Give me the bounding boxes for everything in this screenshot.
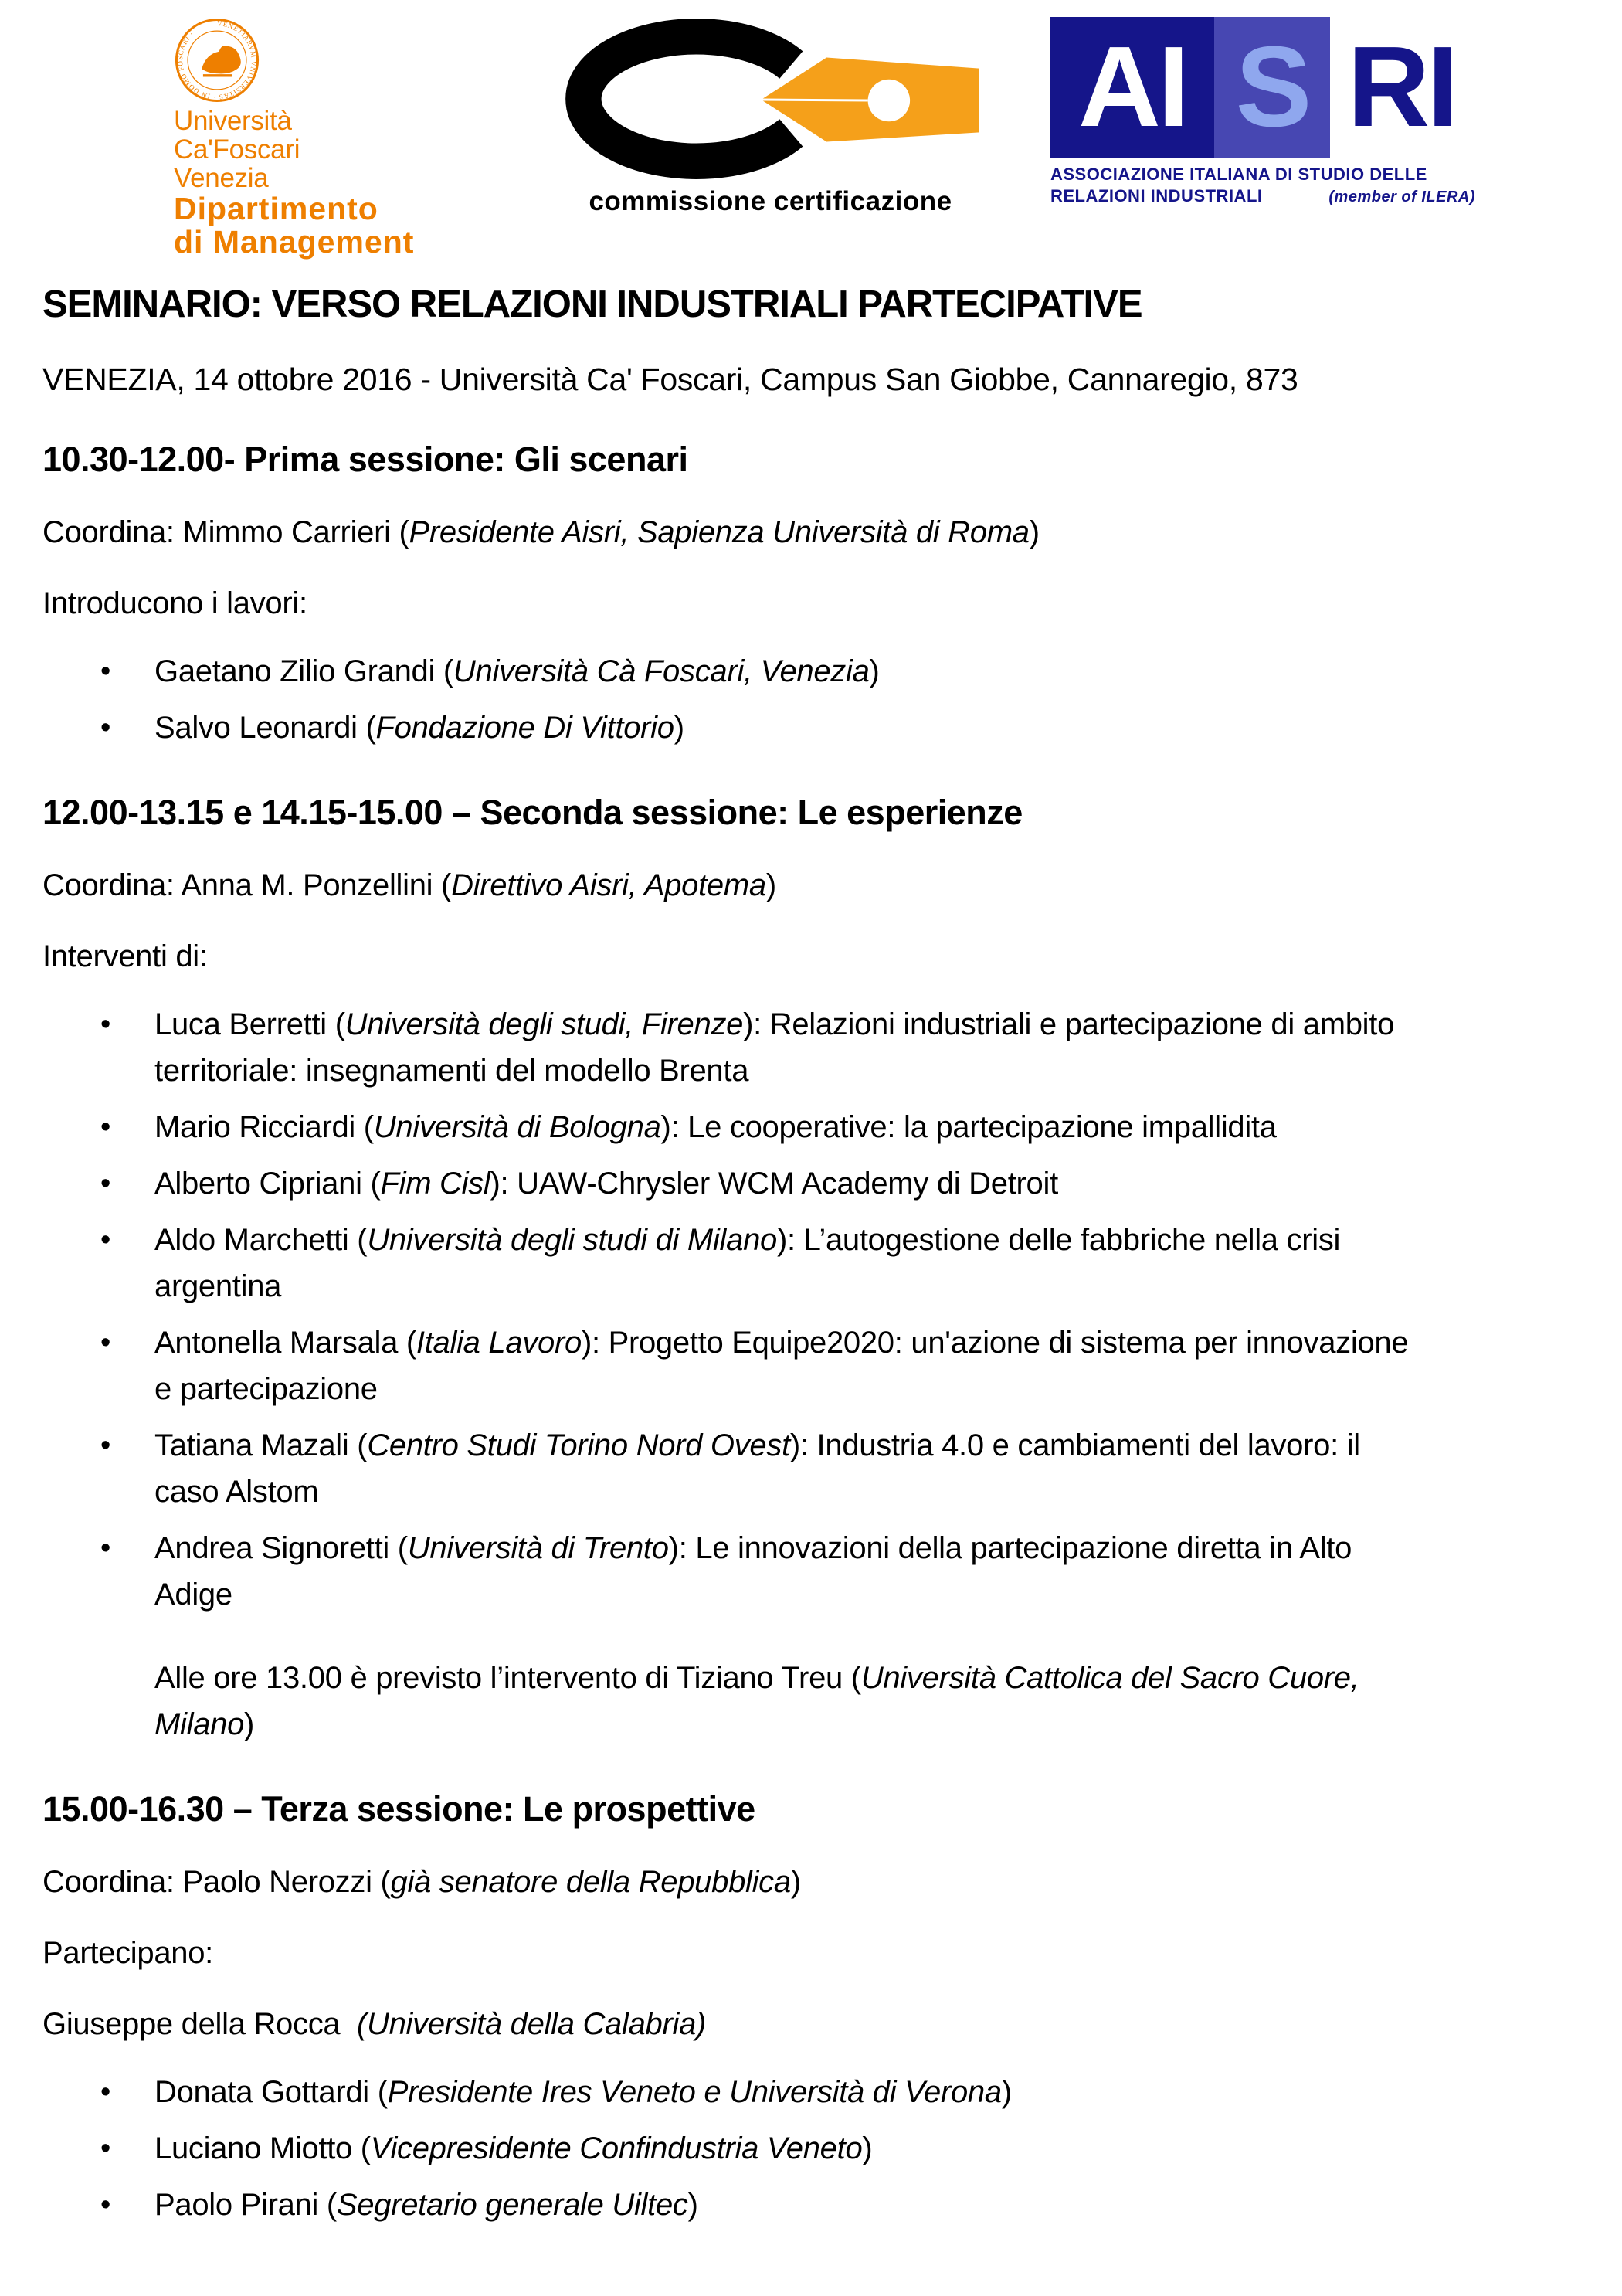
list-item-text	[154, 1160, 1058, 1207]
list-item	[100, 1001, 1580, 1094]
text-segment: Salvo Leonardi (	[154, 711, 376, 745]
cafoscari-logo	[174, 17, 506, 259]
speaker-list	[42, 1001, 1580, 1618]
sections	[42, 440, 1580, 2228]
pen-nib-c-icon	[552, 17, 989, 181]
text-segment: Giuseppe della Rocca	[42, 2007, 357, 2041]
text-segment-italic: Università Cà Foscari, Venezia	[453, 654, 870, 688]
bullet-icon: •	[100, 1429, 111, 1462]
text-segment-italic: Segretario generale Uiltec	[336, 2188, 688, 2222]
text-segment: Coordina: Anna M. Ponzellini (	[42, 868, 452, 902]
bullet-icon: •	[100, 1111, 111, 1143]
list-item-text	[154, 1422, 1429, 1515]
aisri-block-ai: AI	[1050, 17, 1214, 158]
list-item-text	[154, 1001, 1429, 1094]
list-item-text	[154, 1320, 1429, 1412]
aisri-member-note: (member of ILERA)	[1328, 189, 1475, 205]
text-segment: )	[790, 1865, 801, 1899]
bullet-icon: •	[100, 655, 111, 688]
text-segment: Tatiana Mazali (	[154, 1428, 368, 1462]
bullet-icon: •	[100, 1224, 111, 1256]
text-segment: ): UAW-Chrysler WCM Academy di Detroit	[490, 1167, 1058, 1201]
cafoscari-seal-icon	[174, 17, 260, 104]
text-segment: )	[862, 2131, 873, 2165]
subtitle: VENEZIA, 14 ottobre 2016 - Università Ca' Foscari, Campus San Giobbe, Cannaregio, 873	[42, 362, 1298, 397]
session-heading: 12.00-13.15 e 14.15-15.00 – Seconda sessione: Le esperienze	[42, 793, 1023, 832]
text-segment: )	[1029, 515, 1040, 549]
bullet-icon: •	[100, 1532, 111, 1564]
list-item-text	[154, 1525, 1429, 1618]
bullet-icon: •	[100, 2076, 111, 2108]
commissione-caption: commissione certificazione	[589, 186, 952, 216]
intro-label: Interventi di:	[42, 939, 208, 973]
text-segment: )	[244, 1707, 255, 1741]
text-segment: Mario Ricciardi (	[154, 1110, 374, 1144]
aisri-wordmark	[1050, 17, 1475, 158]
list-item	[100, 2069, 1580, 2115]
list-item	[100, 705, 1580, 751]
list-item	[100, 1104, 1580, 1150]
text-segment-italic: Fondazione Di Vittorio	[375, 711, 674, 745]
list-item	[100, 1525, 1580, 1618]
aisri-block-ri: RI	[1330, 17, 1473, 158]
text-segment: ): Le innovazioni della partecipazione diretta in Alto Adige	[154, 1531, 1359, 1612]
text-segment: Aldo Marchetti (	[154, 1223, 368, 1257]
text-segment-italic: già senatore della Repubblica	[390, 1865, 791, 1899]
list-item	[100, 2182, 1580, 2228]
list-item-text	[154, 1217, 1429, 1309]
seal-ring-text: VENETIARVM VNIVERSITAS · IN DOMO FOSCARI ·	[176, 19, 258, 101]
list-item	[100, 648, 1580, 695]
text-segment-italic: Presidente Aisri, Sapienza Università di Roma	[409, 515, 1030, 549]
aisri-caption-line2: RELAZIONI INDUSTRIALI	[1050, 186, 1263, 205]
text-segment-italic: Fim Cisl	[380, 1167, 490, 1201]
text-segment: )	[1001, 2075, 1012, 2109]
header-logos	[42, 17, 1580, 259]
lion-emblem-icon	[202, 46, 241, 76]
coordinator-line	[42, 867, 1580, 904]
text-segment: ): L’autogestione delle fabbriche nella crisi argentina	[154, 1223, 1349, 1303]
text-segment-italic: Vicepresidente Confindustria Veneto	[370, 2131, 863, 2165]
aisri-caption-line1: ASSOCIAZIONE ITALIANA DI STUDIO DELLE	[1050, 165, 1427, 184]
list-item-text	[154, 2182, 698, 2228]
text-segment: ): Relazioni industriali e partecipazione di ambito territoriale: insegnamenti del modello Brenta	[154, 1007, 1403, 1088]
text-segment: ): Le cooperative: la partecipazione impallidita	[660, 1110, 1277, 1144]
list-item-text	[154, 648, 880, 695]
text-segment: Coordina: Mimmo Carrieri (	[42, 515, 409, 549]
aisri-block-s: S	[1214, 17, 1330, 158]
bullet-icon: •	[100, 1167, 111, 1200]
cafoscari-dept-line: di Management	[174, 224, 415, 260]
text-segment: Coordina: Paolo Nerozzi (	[42, 1865, 391, 1899]
aisri-caption	[1050, 164, 1475, 208]
bullet-icon: •	[100, 1008, 111, 1041]
text-segment: Donata Gottardi (	[154, 2075, 388, 2109]
speaker-list	[42, 648, 1580, 751]
list-item	[100, 1160, 1580, 1207]
lead-participant	[42, 2006, 1580, 2043]
text-segment-italic: Presidente Ires Veneto e Università di Verona	[387, 2075, 1002, 2109]
text-segment: Paolo Pirani (	[154, 2188, 337, 2222]
intro-label: Introducono i lavori:	[42, 586, 307, 620]
text-segment: )	[687, 2188, 698, 2222]
list-item-text	[154, 2125, 872, 2172]
session-heading: 10.30-12.00- Prima sessione: Gli scenari	[42, 440, 688, 479]
bullet-icon: •	[100, 2189, 111, 2221]
bullet-icon: •	[100, 2132, 111, 2165]
text-segment: Antonella Marsala (	[154, 1326, 416, 1360]
bullet-icon: •	[100, 1326, 111, 1359]
page-title: SEMINARIO: VERSO RELAZIONI INDUSTRIALI PARTECIPATIVE	[42, 284, 1142, 325]
list-item-text	[154, 1104, 1277, 1150]
list-item	[100, 2125, 1580, 2172]
text-segment: Alle ore 13.00 è previsto l’intervento di Tiziano Treu (	[154, 1661, 861, 1695]
text-segment: Luciano Miotto (	[154, 2131, 371, 2165]
list-item	[100, 1217, 1580, 1309]
aisri-logo	[1050, 17, 1475, 208]
text-segment-italic: (Università della Calabria)	[356, 2007, 707, 2041]
intro-label: Partecipano:	[42, 1936, 213, 1970]
cafoscari-dept-line: Dipartimento	[174, 191, 378, 226]
text-segment-italic: Centro Studi Torino Nord Ovest	[367, 1428, 790, 1462]
cafoscari-line: Ca'Foscari	[174, 134, 300, 165]
bullet-icon: •	[100, 712, 111, 744]
text-segment: Luca Berretti (	[154, 1007, 345, 1041]
text-segment: Andrea Signoretti (	[154, 1531, 408, 1565]
cafoscari-wordmark	[174, 107, 506, 259]
text-segment-italic: Università di Bologna	[373, 1110, 661, 1144]
text-segment: )	[674, 711, 684, 745]
text-segment: ): Progetto Equipe2020: un'azione di sistema per innovazione e partecipazione	[154, 1326, 1425, 1406]
coordinator-line	[42, 514, 1580, 551]
list-item-text	[154, 705, 684, 751]
commissione-logo	[552, 17, 989, 217]
text-segment: ): Industria 4.0 e cambiamenti del lavoro: il caso Alstom	[154, 1428, 1369, 1509]
text-segment-italic: Università di Trento	[407, 1531, 669, 1565]
text-segment: Alberto Cipriani (	[154, 1167, 381, 1201]
text-segment-italic: Università Cattolica del Sacro Cuore, Milano	[154, 1661, 1368, 1741]
coordinator-line	[42, 1863, 1580, 1900]
list-item	[100, 1320, 1580, 1412]
text-segment: )	[869, 654, 880, 688]
text-segment-italic: Italia Lavoro	[416, 1326, 582, 1360]
list-item	[100, 1422, 1580, 1515]
session-heading: 15.00-16.30 – Terza sessione: Le prospettive	[42, 1789, 755, 1829]
text-segment: Gaetano Zilio Grandi (	[154, 654, 453, 688]
speaker-list	[42, 2069, 1580, 2228]
text-segment-italic: Direttivo Aisri, Apotema	[451, 868, 766, 902]
schedule-note	[154, 1655, 1437, 1747]
text-segment-italic: Università degli studi, Firenze	[344, 1007, 744, 1041]
text-segment: )	[765, 868, 776, 902]
list-item-text	[154, 2069, 1012, 2115]
cafoscari-line: Venezia	[174, 163, 269, 193]
text-segment-italic: Università degli studi di Milano	[367, 1223, 777, 1257]
cafoscari-line: Università	[174, 106, 292, 136]
